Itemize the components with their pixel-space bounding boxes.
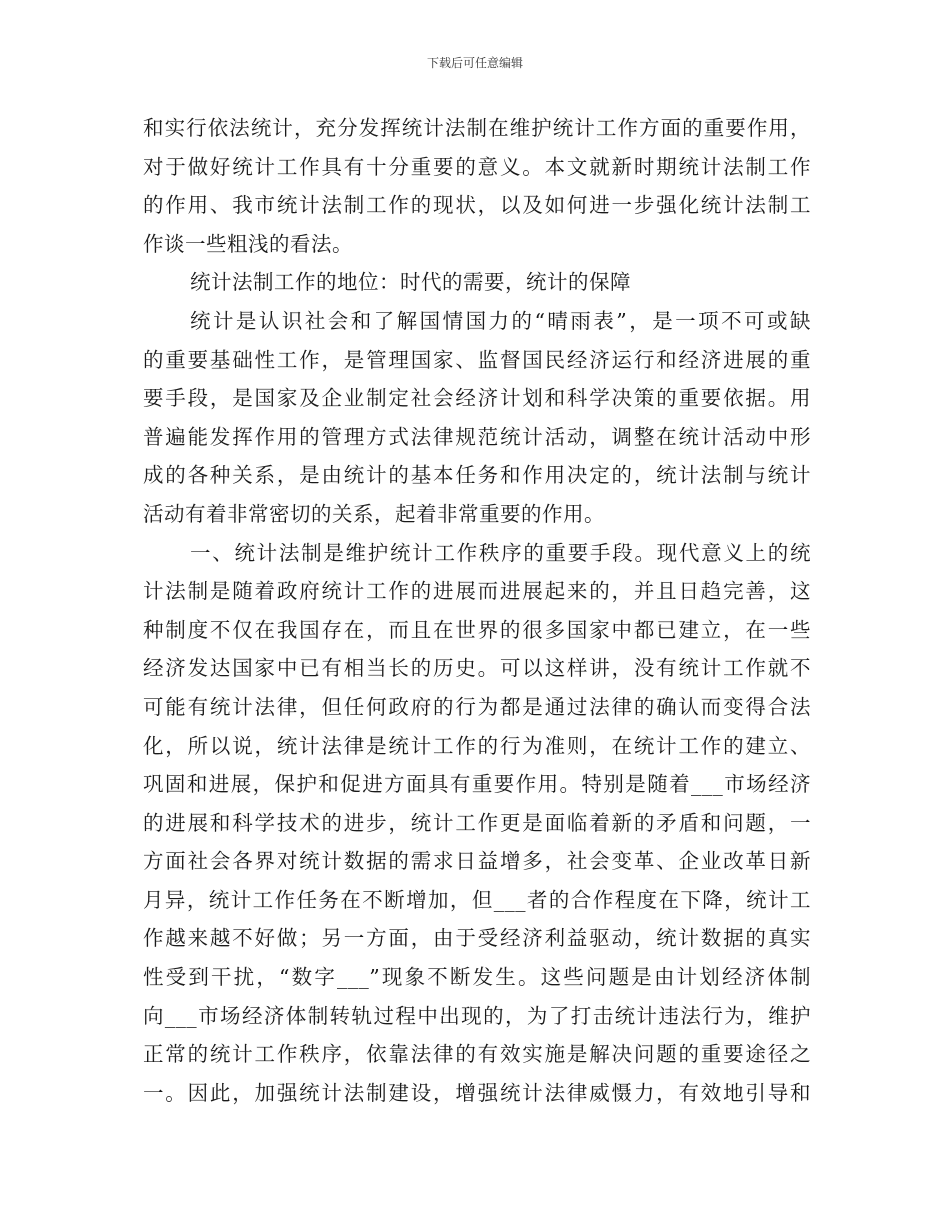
text-line: 统计是认识社会和了解国情国力的“晴雨表”，是一项不可或缺 [190,308,811,333]
text-line: 的重要基础性工作，是管理国家、监督国民经济运行和经济进展的重 [143,347,811,372]
text-line: 活动有着非常密切的关系，起着非常重要的作用。 [143,501,605,526]
text-line: 化，所以说，统计法律是统计工作的行为准则，在统计工作的建立、 [143,733,811,758]
text-line: 经济发达国家中已有相当长的历史。可以这样讲，没有统计工作就不 [143,656,811,681]
text-line: 正常的统计工作秩序，依靠法律的有效实施是解决问题的重要途径之 [143,1042,811,1067]
text-line: 的作用、我市统计法制工作的现状，以及如何进一步强化统计法制工 [143,193,811,218]
text-line: 一。因此，加强统计法制建设，增强统计法律威慑力，有效地引导和 [143,1080,811,1105]
text-line: 的进展和科学技术的进步，统计工作更是面临着新的矛盾和问题，一 [143,810,811,835]
text-line: 月异，统计工作任务在不断增加，但___者的合作程度在下降，统计工 [143,887,811,912]
text-line: 一、统计法制是维护统计工作秩序的重要手段。现代意义上的统 [190,540,811,565]
text-line: 巩固和进展，保护和促进方面具有重要作用。特别是随着___市场经济 [143,772,811,797]
text-line: 计法制是随着政府统计工作的进展而进展起来的，并且日趋完善，这 [143,579,811,604]
text-line: 成的各种关系，是由统计的基本任务和作用决定的，统计法制与统计 [143,463,811,488]
text-line: 统计法制工作的地位：时代的需要，统计的保障 [190,270,631,295]
text-line: 作谈一些粗浅的看法。 [143,231,353,256]
body-text [143,109,811,1112]
text-line: 要手段，是国家及企业制定社会经济计划和科学决策的重要依据。用 [143,386,811,411]
text-line: 作越来越不好做；另一方面，由于受经济利益驱动，统计数据的真实 [143,926,811,951]
text-line: 向___市场经济体制转轨过程中出现的，为了打击统计违法行为，维护 [143,1003,811,1028]
text-line: 和实行依法统计，充分发挥统计法制在维护统计工作方面的重要作用， [143,116,811,140]
text-line: 种制度不仅在我国存在，而且在世界的很多国家中都已建立，在一些 [143,617,811,642]
text-line: 性受到干扰，“数字___”现象不断发生。这些问题是由计划经济体制 [143,965,811,990]
text-line: 方面社会各界对统计数据的需求日益增多，社会变革、企业改革日新 [143,849,811,874]
page-header: 下载后可任意编辑 [426,56,523,70]
text-line: 可能有统计法律，但任何政府的行为都是通过法律的确认而变得合法 [143,694,811,719]
text-line: 对于做好统计工作具有十分重要的意义。本文就新时期统计法制工作 [143,154,811,179]
text-line: 普遍能发挥作用的管理方式法律规范统计活动，调整在统计活动中形 [143,424,811,449]
